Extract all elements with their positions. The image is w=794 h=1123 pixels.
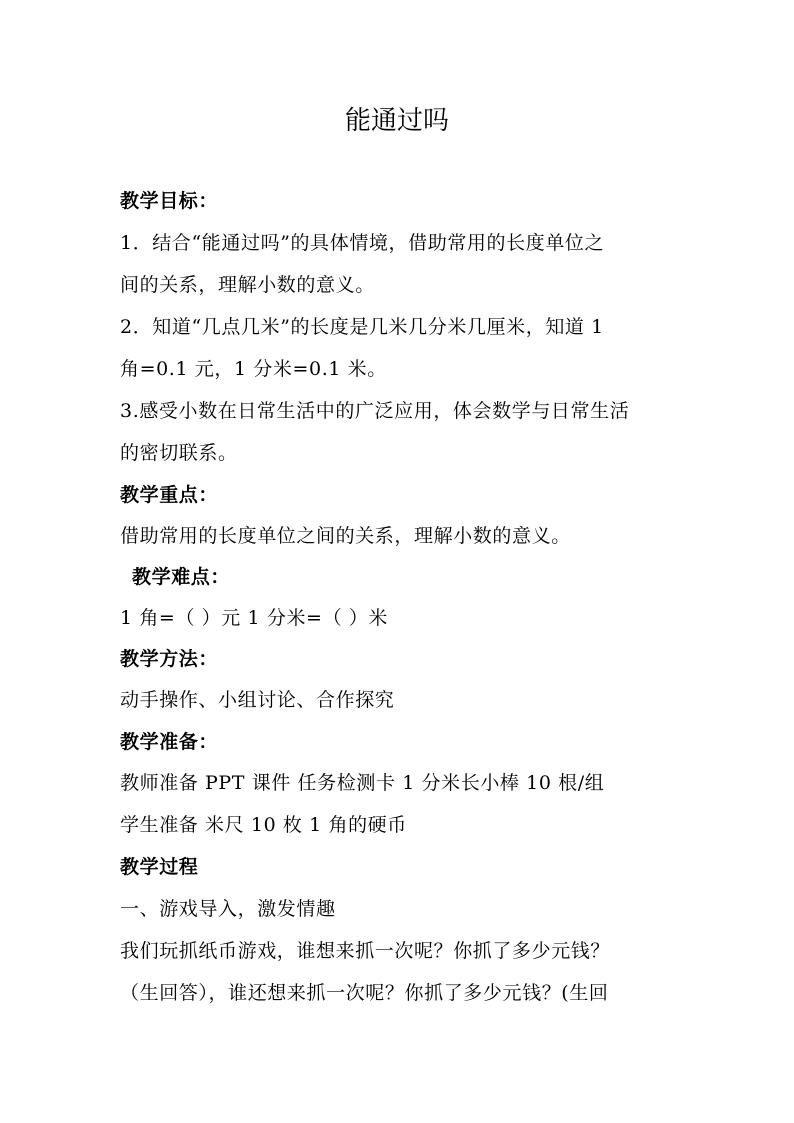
process-heading: 教学过程 bbox=[120, 856, 199, 878]
key-point-text: 借助常用的长度单位之间的关系，理解小数的意义。 bbox=[120, 525, 571, 547]
document-title: 能通过吗 bbox=[344, 106, 449, 136]
process-line: （生回答），谁还想来抓一次呢？你抓了多少元钱？(生回 bbox=[120, 982, 609, 1004]
difficulty-text: 1 角=（ ）元 1 分米=（ ）米 bbox=[120, 607, 389, 629]
key-point-heading: 教学重点： bbox=[120, 484, 219, 506]
difficulty-heading: 教学难点： bbox=[132, 566, 231, 588]
objectives-line: 1．结合“能通过吗”的具体情境，借助常用的长度单位之 bbox=[120, 232, 605, 254]
objectives-line: 3.感受小数在日常生活中的广泛应用，体会数学与日常生活 bbox=[120, 400, 630, 422]
method-heading: 教学方法： bbox=[120, 648, 219, 670]
objectives-heading: 教学目标： bbox=[120, 190, 219, 212]
process-section-1: 一、游戏导入，激发情趣 bbox=[120, 898, 336, 920]
objectives-line: 2．知道“几点几米”的长度是几米几分米几厘米，知道 1 bbox=[120, 316, 604, 338]
objectives-line: 的密切联系。 bbox=[120, 442, 238, 464]
objectives-line: 角=0.1 元，1 分米=0.1 米。 bbox=[120, 358, 387, 380]
student-preparation: 学生准备 米尺 10 枚 1 角的硬币 bbox=[120, 814, 407, 836]
preparation-heading: 教学准备： bbox=[120, 731, 219, 753]
method-text: 动手操作、小组讨论、合作探究 bbox=[120, 689, 395, 711]
objectives-line: 间的关系，理解小数的意义。 bbox=[120, 274, 375, 296]
teacher-preparation: 教师准备 PPT 课件 任务检测卡 1 分米长小棒 10 根/组 bbox=[120, 772, 605, 794]
process-line: 我们玩抓纸币游戏，谁想来抓一次呢？你抓了多少元钱？ bbox=[120, 940, 611, 962]
